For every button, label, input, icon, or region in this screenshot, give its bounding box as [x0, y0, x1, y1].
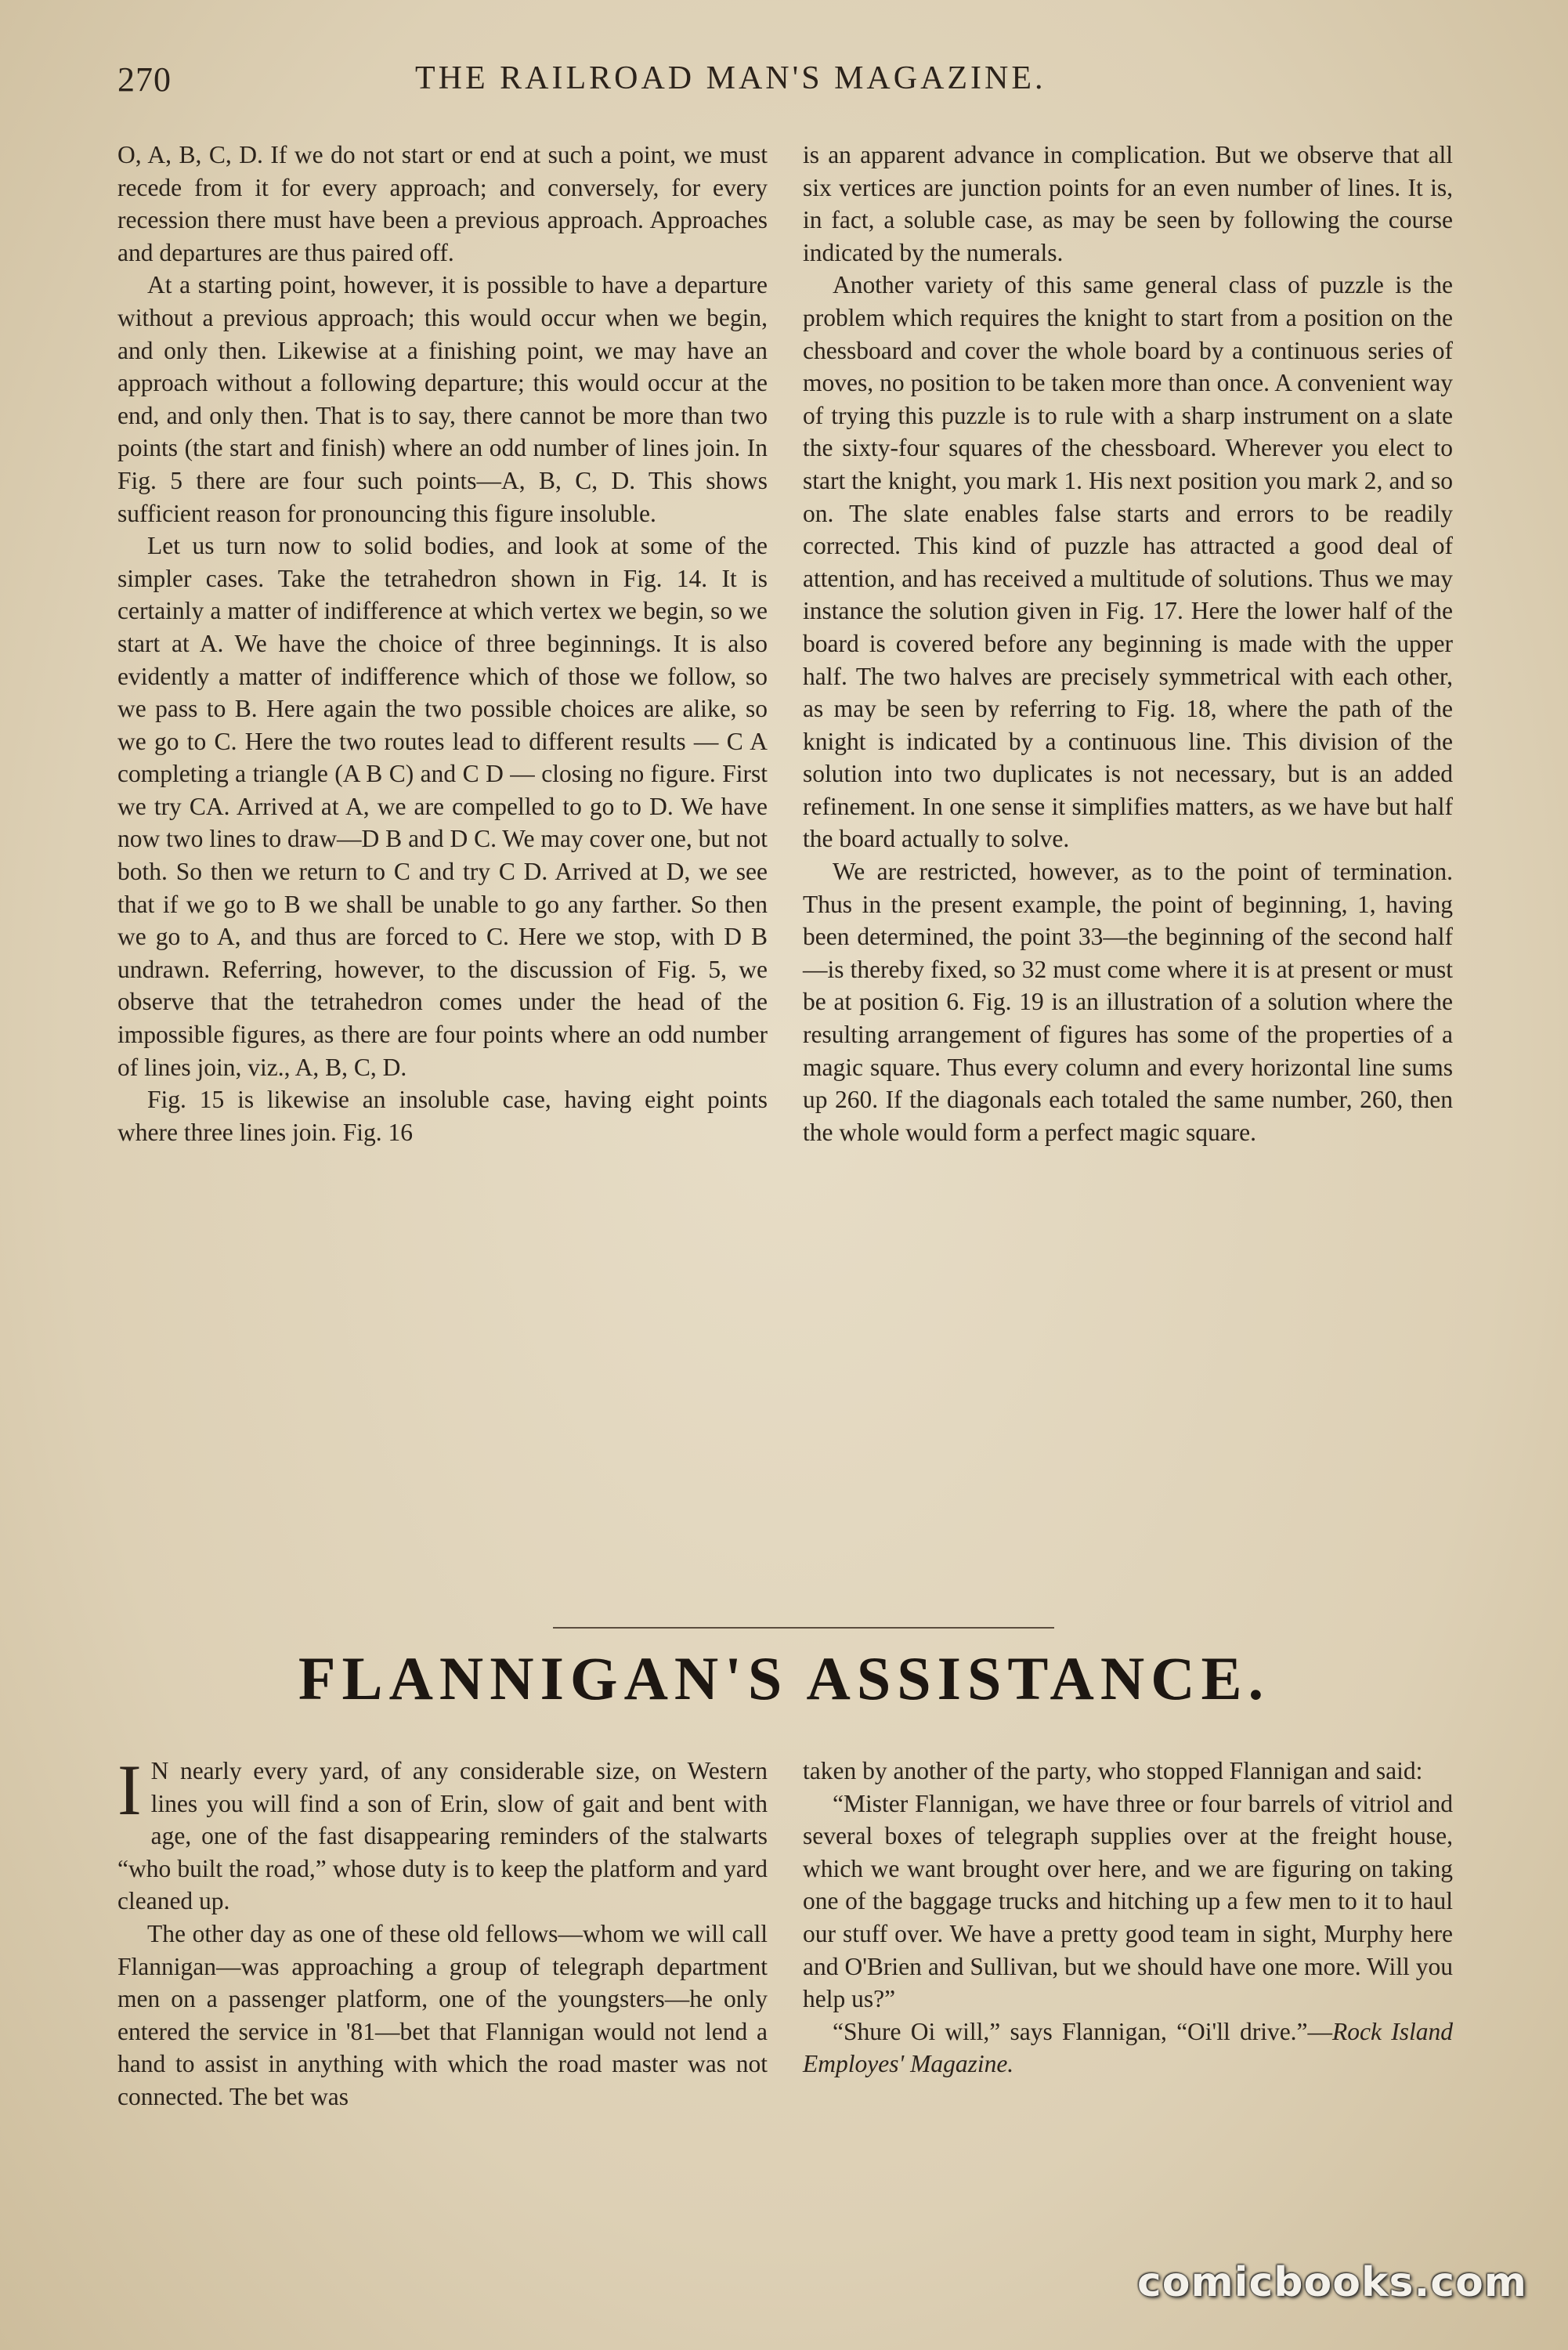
paragraph: The other day as one of these old fellows—whom we will call Flannigan—was approaching a group of telegraph department men on a passenger platform, one of the youngsters—he only entered the service in '81—bet that Flannigan would not lend a hand to assist in anything with which the road master was not connected. The bet was — [117, 1919, 768, 2110]
running-title: THE RAILROAD MAN'S MAGAZINE. — [415, 60, 1046, 96]
paragraph: O, A, B, C, D. If we do not start or end at such a point, we must recede from it for every approach; and conversely, for every recession there must have been a previous approach. Approaches and departures are thus paired off. — [117, 141, 768, 266]
page-number: 270 — [117, 60, 172, 99]
paragraph: taken by another of the party, who stopped Flannigan and said: — [803, 1757, 1423, 1784]
article-left-column — [117, 139, 768, 1148]
paragraph — [803, 2016, 1453, 2081]
section-divider — [553, 1627, 1054, 1629]
closing-quote: “Shure Oi will,” says Flannigan, “Oi'll drive.”— — [833, 2017, 1333, 2045]
article-right-column — [803, 139, 1453, 1148]
paragraph: We are restricted, however, as to the point of termination. Thus in the present example, the point of beginning, 1, having been determined, the point 33—the beginning of the second half—is thereby fixed, so 32 must come where it is at present or must be at position 6. Fig. 19 is an illustration of a solution where the resulting arrangement of figures has some of the properties of a magic square. Thus every column and every horizontal line sums up 260. If the diagonals each totaled the same number, 260, then the whole would form a perfect magic square. — [803, 858, 1453, 1146]
watermark-logo: comicbooks.com — [1136, 2259, 1527, 2306]
paragraph — [117, 1750, 768, 1918]
paragraph: At a starting point, however, it is possible to have a departure without a previous approach; this would occur when we begin, and only then. Likewise at a finishing point, we may have an approach without a following departure; this would occur at the end, and only then. That is to say, there cannot be more than two points (the start and finish) where an odd number of lines join. In Fig. 5 there are four such points—A, B, C, D. This shows sufficient reason for pronouncing this figure insoluble. — [117, 271, 768, 527]
article-title: FLANNIGAN'S ASSISTANCE. — [298, 1644, 1270, 1712]
story-right-column — [803, 1755, 1453, 2081]
paragraph: Fig. 15 is likewise an insoluble case, having eight points where three lines join. Fig. 16 — [117, 1086, 768, 1146]
paragraph: Let us turn now to solid bodies, and look at some of the simpler cases. Take the tetrahedron shown in Fig. 14. It is certainly a matter of indifference at which vertex we begin, so we start at A. We have the choice of three beginnings. It is also evidently a matter of indifference which of those we follow, so we pass to B. Here again the two possible choices are alike, so we go to C. Here the two routes lead to different results — C A completing a triangle (A B C) and C D — closing no figure. First we try CA. Arrived at A, we are compelled to go to D. We have now two lines to draw—D B and D C. We may cover one, but not both. So then we return to C and try C D. Arrived at D, we see that if we go to B we shall be unable to go any farther. So then we go to A, and thus are forced to C. Here we stop, with D B undrawn. Referring, however, to the discussion of Fig. 5, we observe that the tetrahedron comes under the head of the impossible figures, as there are four points where an odd number of lines join, viz., A, B, C, D. — [117, 532, 768, 1081]
page-header — [117, 60, 1451, 114]
paragraph: “Mister Flannigan, we have three or four barrels of vitriol and several boxes of telegraph supplies over at the freight house, which we want brought over here, and we are figuring on taking one of the baggage trucks and hitching up a few men to it to haul our stuff over. We have a pretty good team in sight, Murphy here and O'Brien and Sullivan, but we should have one more. Will you help us?” — [803, 1789, 1453, 2013]
paragraph: Another variety of this same general class of puzzle is the problem which requires the knight to start from a position on the chessboard and cover the whole board by a continuous series of moves, no position to be taken more than once. A convenient way of trying this puzzle is to rule with a sharp instrument on a slate the sixty-four squares of the chessboard. Wherever you elect to start the knight, you mark 1. His next position you mark 2, and so on. The slate enables false starts and errors to be readily corrected. This kind of puzzle has attracted a good deal of attention, and has received a multitude of solutions. Thus we may instance the solution given in Fig. 17. Here the lower half of the board is covered before any beginning is made with the upper half. The two halves are precisely symmetrical with each other, as may be seen by referring to Fig. 18, where the path of the knight is indicated by a continuous line. This division of the solution into two duplicates is not necessary, but is an added refinement. In one sense it simplifies matters, as we have but half the board actually to solve. — [803, 271, 1453, 853]
paragraph-text: N nearly every yard, of any considerable size, on Western lines you will find a son of Erin, slow of gait and bent with age, one of the fast disappearing reminders of the stalwarts “who built the road,” whose duty is to keep the platform and yard cleaned up. — [117, 1757, 768, 1915]
source-credit: Rock Island Employes' Magazine. — [803, 2017, 1453, 2078]
drop-cap: I — [117, 1750, 142, 1830]
story-left-column — [117, 1750, 768, 2113]
paragraph: is an apparent advance in complication. But we observe that all six vertices are junction points for an even number of lines. It is, in fact, a soluble case, as may be seen by following the course indicated by the numerals. — [803, 141, 1453, 266]
